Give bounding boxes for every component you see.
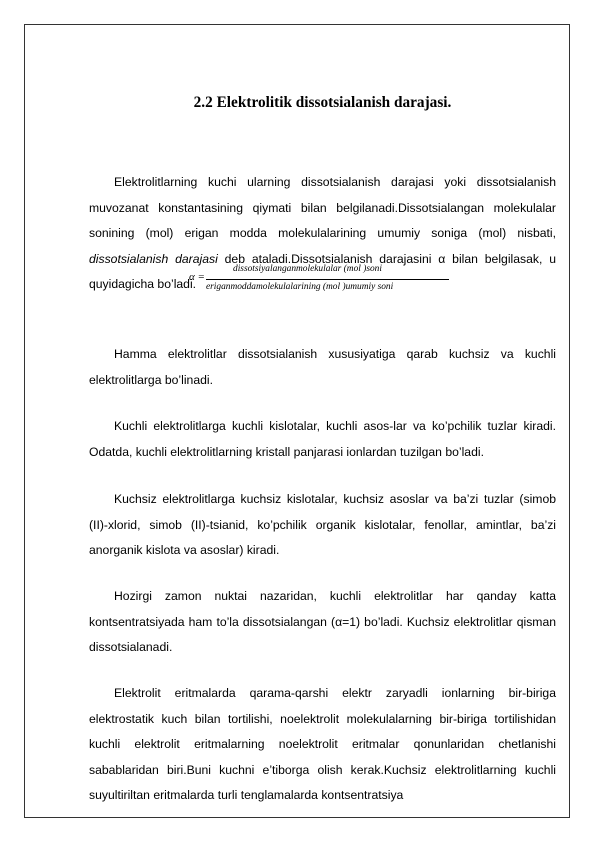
- paragraph-3: Kuchsiz elektrolitlarga kuchsiz kislotalar, kuchsiz asoslar va ba’zi tuzlar (simob (II)-xlorid, simob (II)-tsianid, ko’pchilik organik kislotalar, fenollar, amintlar, ba’zi anorganik kislota va asoslar) kiradi.: [89, 492, 556, 558]
- fraction-line: [206, 279, 449, 280]
- paragraph-2: Kuchli elektrolitlarga kuchli kislotalar, kuchli asos-lar va ko’pchilik tuzlar kiradi. Odatda, kuchli elektrolitlarning kristall panjarasi ionlardan tuzilgan bo’ladi.: [89, 419, 556, 459]
- alpha-formula: [189, 262, 459, 306]
- intro-text-1: Elektrolitlarning kuchi ularning dissotsialanish darajasi yoki dissotsialanish muvozanat konstantasining qiymati bilan belgilanadi.Dissotsialangan molekulalar sonining (mol) erigan modda molekulalarining umumiy soniga (mol) nisbati,: [89, 175, 556, 241]
- formula-numerator: dissotsiyalanganmolekulalar (mol )soni: [233, 264, 382, 274]
- paragraph-4: Hozirgi zamon nuktai nazaridan, kuchli elektrolitlar har qanday katta kontsentratsiyada ham to’la dissotsialangan (α=1) bo’ladi. Kuchsiz elektrolitlar qisman dissotsialanadi.: [89, 589, 556, 655]
- formula-denominator: eriganmoddamolekulalarining (mol )umumiy soni: [206, 282, 394, 292]
- section-title: 2.2 Elektrolitik dissotsialanish darajasi.: [193, 94, 452, 111]
- formula-lhs: α =: [189, 271, 205, 283]
- term-dissotsialanish-darajasi: dissotsialanish darajasi: [89, 251, 218, 266]
- paragraph-5: Elektrolit eritmalarda qarama-qarshi elektr zaryadli ionlarning bir-biriga elektrostatik kuch bilan tortilishi, noelektrolit molekulalarning bir-biriga tortilishidan kuchli elektrolit eritmalarning noelektrolit eritmalar qonunlaridan chetlanishi sabablaridan biri.Buni kuchni e’tiborga olish kerak.Kuchsiz elektrolitlarning kuchli suyultiriltan eritmalarda turli tenglamalarda kontsentratsiya: [89, 686, 556, 803]
- intro-text-2: deb ataladi.Dissotsialanish darajasini α bilan belgilasak, u quyidagicha bo’ladi.: [89, 251, 556, 292]
- paragraph-1: Hamma elektrolitlar dissotsialanish xususiyatiga qarab kuchsiz va kuchli elektrolitlarga bo’linadi.: [89, 347, 556, 387]
